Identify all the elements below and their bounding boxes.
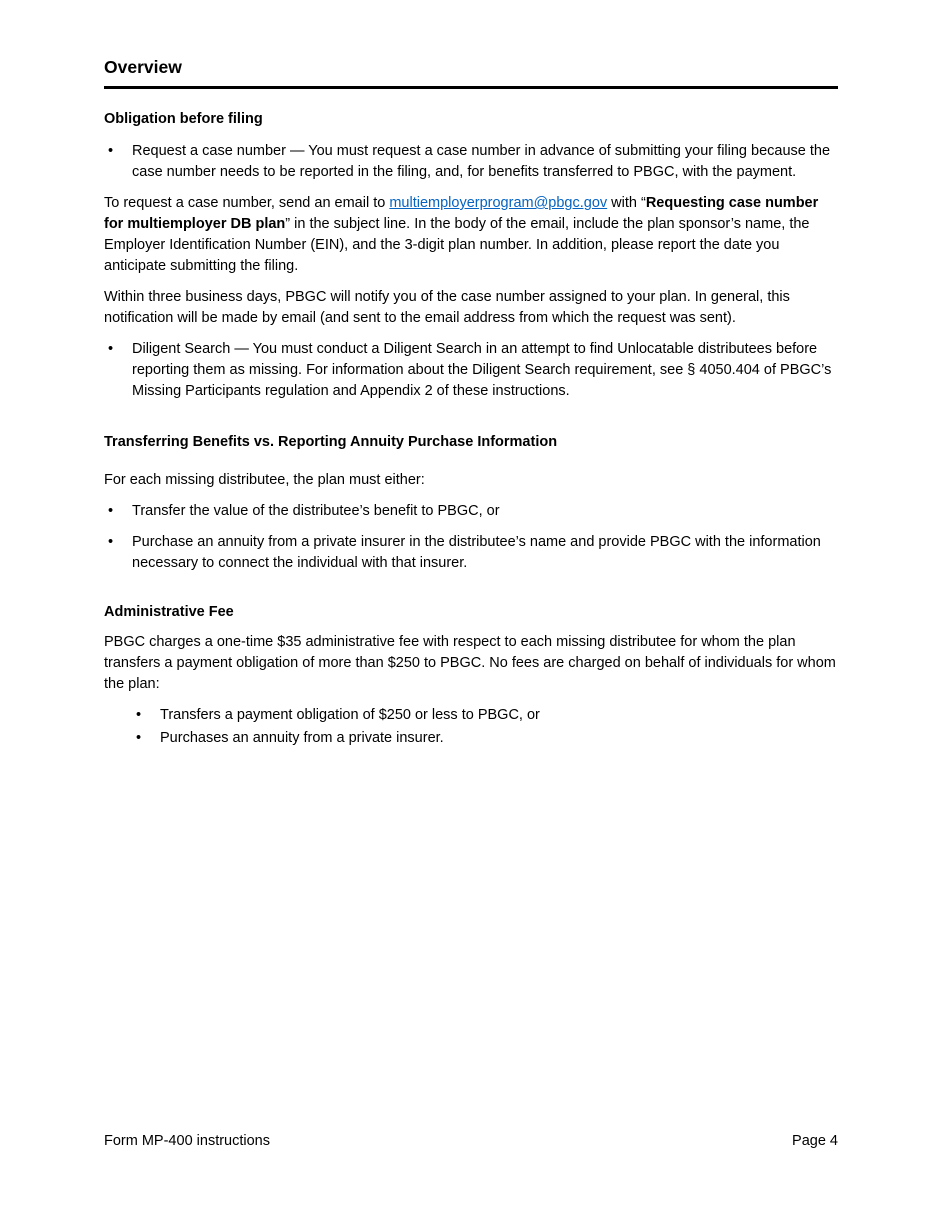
list-item-text: Transfer the value of the distributee’s benefit to PBGC, or	[132, 503, 500, 519]
bullet-icon: •	[108, 503, 114, 519]
footer-document-name: Form MP-400 instructions	[104, 1133, 270, 1149]
email-link[interactable]: multiemployerprogram@pbgc.gov	[389, 195, 608, 211]
bullet-icon: •	[108, 534, 114, 550]
text-run-bold: Requesting case number for multiemployer DB plan	[104, 195, 819, 232]
page-title: Overview	[104, 57, 838, 89]
text-run: ” in the subject line. In the body of the email, include the plan sponsor’s name, the Employer Identification Number (EIN), and the 3-digit plan number. In addition, please report the date you anticipate submitting the filing.	[104, 216, 810, 274]
bullet-icon: •	[108, 341, 114, 357]
paragraph-request-email	[104, 193, 838, 277]
page-content	[104, 57, 838, 751]
list-item	[104, 141, 838, 183]
paragraph-notify: Within three business days, PBGC will notify you of the case number assigned to your plan. In general, this notification will be made by email (and sent to the email address from which the request was sent).	[104, 289, 790, 326]
list-item-text: Purchase an annuity from a private insurer in the distributee’s name and provide PBGC with the information necessary to connect the individual with that insurer.	[132, 534, 821, 571]
section-heading-admin-fee: Administrative Fee	[104, 604, 234, 620]
list-item	[104, 501, 838, 522]
list-item-text: Diligent Search — You must conduct a Diligent Search in an attempt to find Unlocatable distributees before reporting them as missing. For information about the Diligent Search requirement, see § 4050.404 of PBGC’s Missing Participants regulation and Appendix 2 of these instructions.	[132, 341, 832, 399]
page-footer	[104, 1131, 838, 1152]
footer-page-number: Page 4	[792, 1133, 838, 1149]
bullet-icon: •	[136, 730, 142, 746]
list-item	[104, 532, 838, 574]
text-run: with “	[607, 195, 646, 211]
text-run: To request a case number, send an email to	[104, 195, 390, 211]
paragraph-admin-fee: PBGC charges a one-time $35 administrative fee with respect to each missing distributee for whom the plan transfers a payment obligation of more than $250 to PBGC. No fees are charged on behalf of individuals for whom the plan:	[104, 634, 836, 692]
list-item-text: Transfers a payment obligation of $250 or less to PBGC, or	[160, 707, 540, 723]
list-item	[132, 705, 838, 726]
list-item-text: Request a case number — You must request a case number in advance of submitting your filing because the case number needs to be reported in the filing, and, for benefits transferred to PBGC, with the payment.	[132, 143, 831, 180]
bullet-icon: •	[108, 143, 114, 159]
paragraph-transferring-intro: For each missing distributee, the plan must either:	[104, 472, 425, 488]
list-item	[104, 339, 838, 402]
list-item-text: Purchases an annuity from a private insurer.	[160, 730, 444, 746]
list-item	[132, 728, 838, 749]
section-heading-transferring: Transferring Benefits vs. Reporting Annuity Purchase Information	[104, 434, 558, 450]
bullet-icon: •	[136, 707, 142, 723]
section-heading-obligation: Obligation before filing	[104, 111, 263, 127]
